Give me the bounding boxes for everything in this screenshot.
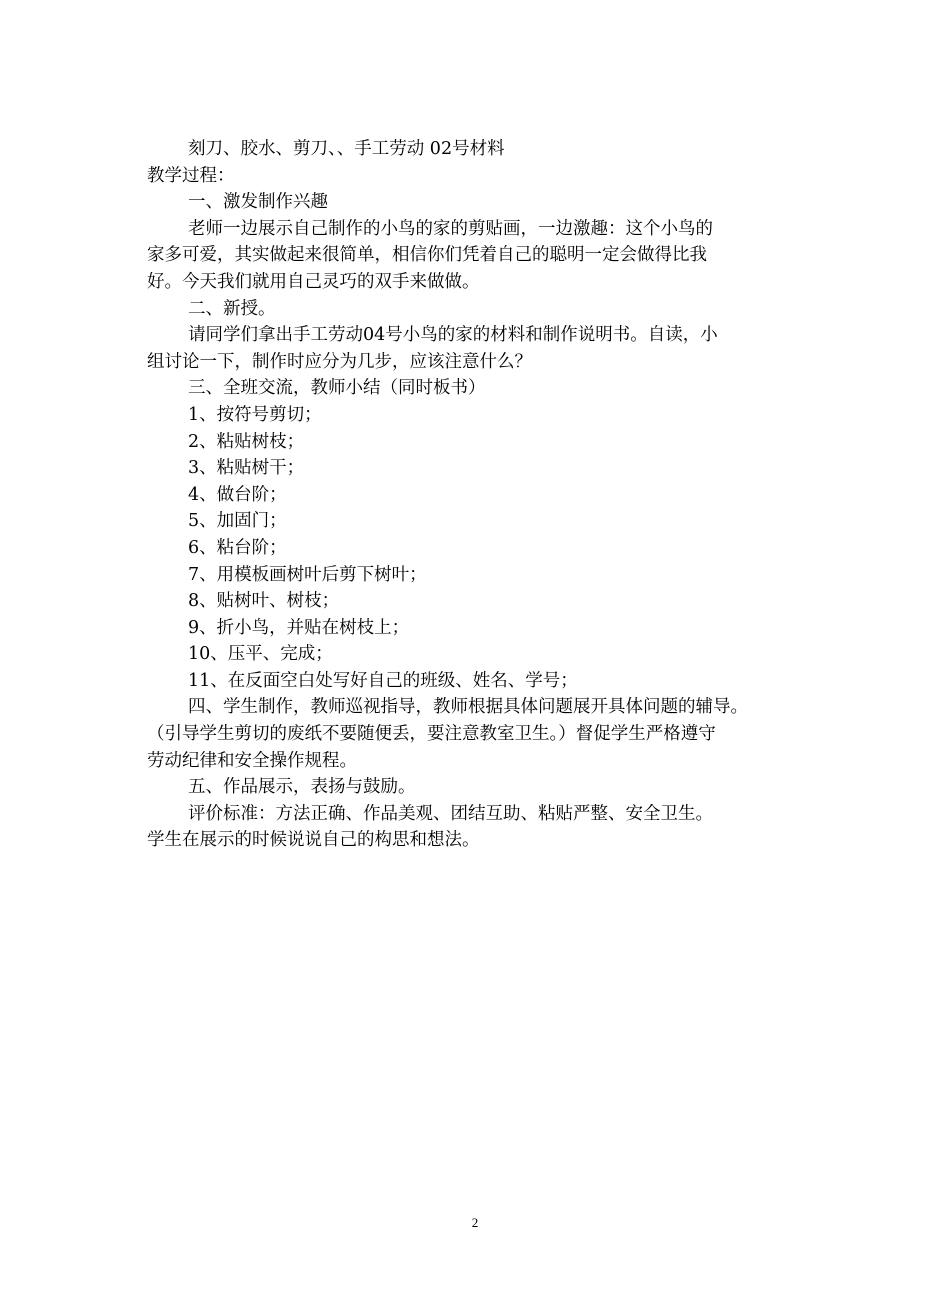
evaluation-criteria-line: 评价标准：方法正确、作品美观、团结互助、粘贴严整、安全卫生。 xyxy=(188,803,713,824)
step-item: 10、压平、完成； xyxy=(188,644,333,665)
paragraph-line: 学生在展示的时候说说自己的构思和想法。 xyxy=(147,830,480,851)
section-heading-3: 三、全班交流，教师小结（同时板书） xyxy=(188,378,486,399)
section-heading-4: 四、学生制作，教师巡视指导，教师根据具体问题展开具体问题的辅导。 xyxy=(188,697,748,718)
materials-line: 刻刀、胶水、剪刀、、手工劳动 02号材料 xyxy=(188,139,505,159)
step-item: 9、折小鸟，并贴在树枝上； xyxy=(188,617,410,638)
step-item: 4、做台阶； xyxy=(188,484,287,505)
step-item: 11、在反面空白处写好自己的班级、姓名、学号； xyxy=(188,670,578,691)
paragraph-line: 家多可爱，其实做起来很简单，相信你们凭着自己的聪明一定会做得比我 xyxy=(147,245,707,266)
step-item: 3、粘贴树干； xyxy=(188,458,305,479)
step-item: 7、用模板画树叶后剪下树叶； xyxy=(188,564,427,585)
teaching-process-heading: 教学过程： xyxy=(147,165,235,186)
document-body xyxy=(147,136,817,854)
step-item: 2、粘贴树枝； xyxy=(188,431,305,452)
step-item: 8、贴树叶、树枝； xyxy=(188,591,340,612)
page-number: 2 xyxy=(471,1215,479,1230)
section-heading-2: 二、新授。 xyxy=(188,298,276,319)
step-item: 1、按符号剪切； xyxy=(188,404,322,425)
step-item: 6、粘台阶； xyxy=(188,537,287,558)
paragraph-line: 好。今天我们就用自己灵巧的双手来做做。 xyxy=(147,271,480,292)
section-heading-1: 一、激发制作兴趣 xyxy=(188,192,328,213)
paragraph-line: 劳动纪律和安全操作规程。 xyxy=(147,750,357,771)
step-item: 5、加固门； xyxy=(188,511,287,532)
paragraph-line: 老师一边展示自己制作的小鸟的家的剪贴画，一边激趣：这个小鸟的 xyxy=(188,218,713,239)
paragraph-line: 组讨论一下，制作时应分为几步，应该注意什么？ xyxy=(147,351,532,372)
section-heading-5: 五、作品展示，表扬与鼓励。 xyxy=(188,777,416,798)
paragraph-line: 请同学们拿出手工劳动04号小鸟的家的材料和制作说明书。自读，小 xyxy=(188,325,718,346)
paragraph-line: （引导学生剪切的废纸不要随便丢，要注意教室卫生。）督促学生严格遵守 xyxy=(147,724,716,745)
